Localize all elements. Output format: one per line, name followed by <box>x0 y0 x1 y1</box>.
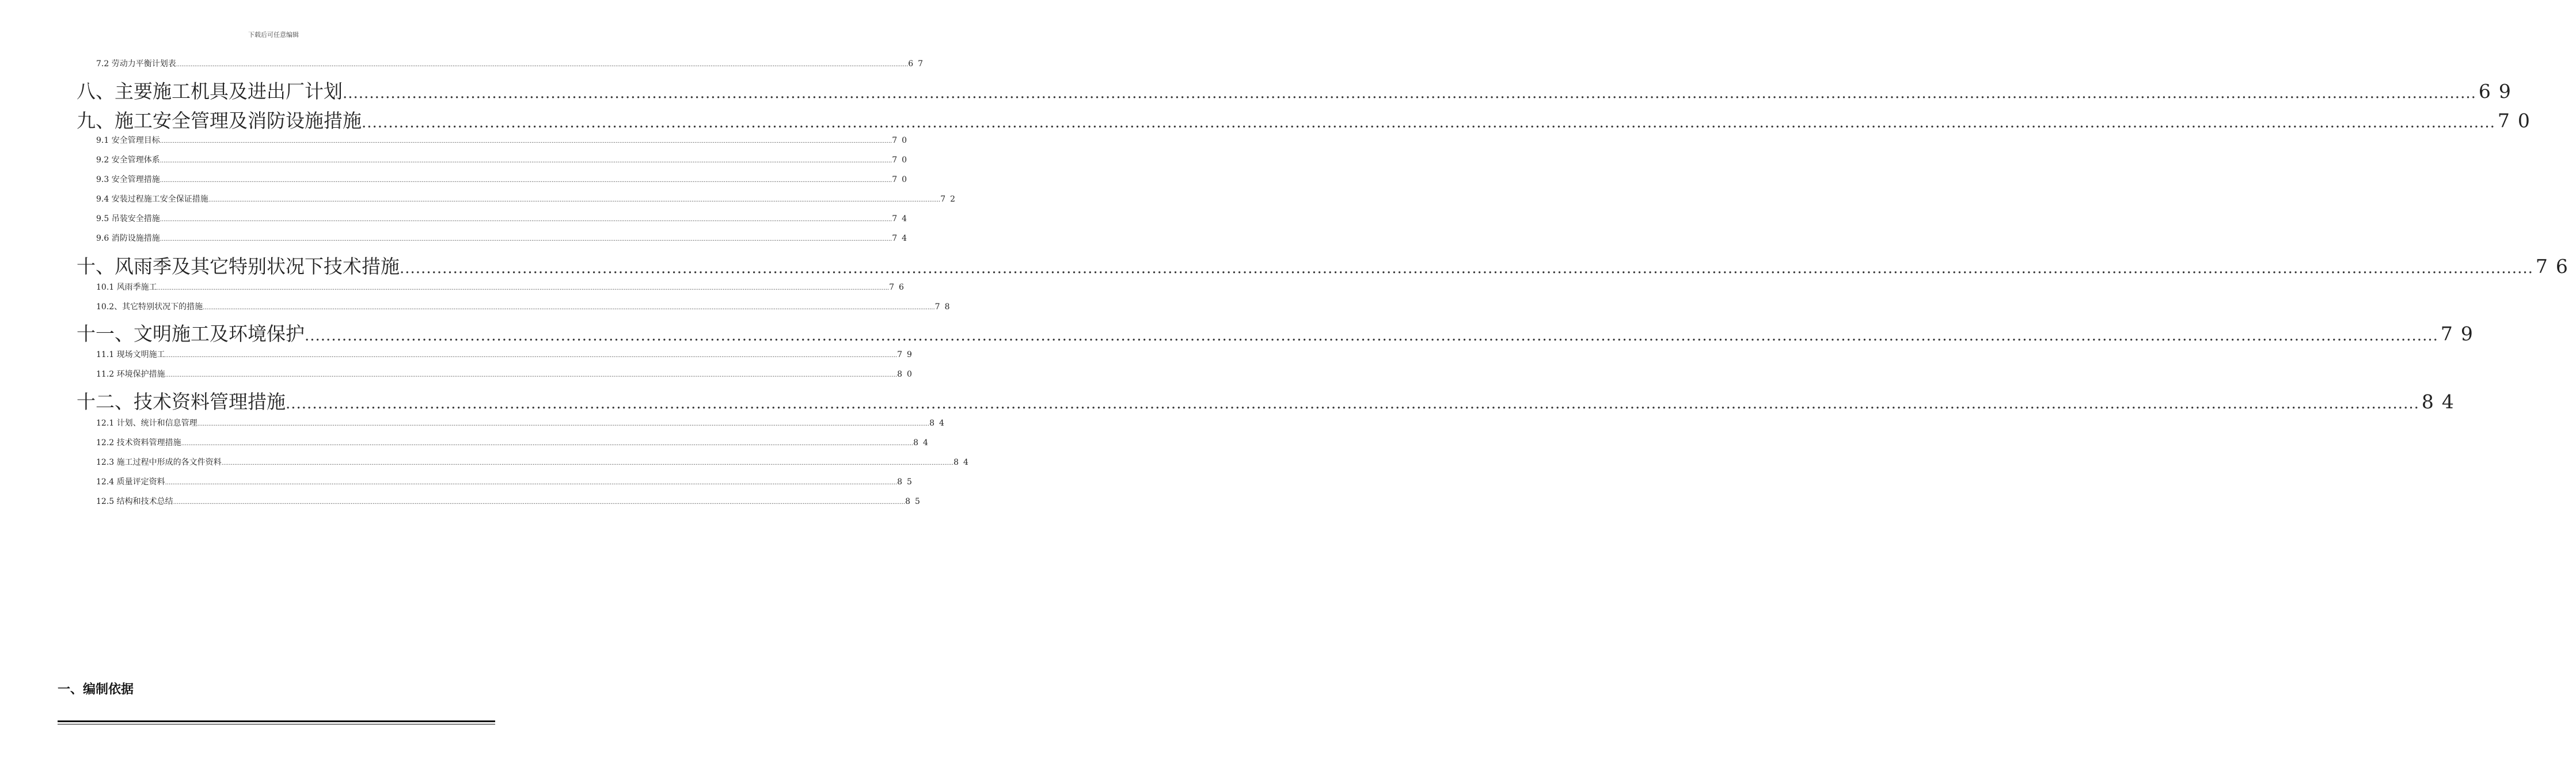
toc-section-entry[interactable] <box>96 58 928 70</box>
toc-leader-dots: ................................................................................................................................................................................................................................................................................................................................................................................................................ <box>173 499 906 506</box>
toc-entry-label: 9.6 消防设施措施 <box>96 234 160 243</box>
toc-page-number: 70 <box>2497 109 2538 132</box>
toc-chapter-entry[interactable] <box>77 79 2519 104</box>
toc-section-entry[interactable] <box>96 496 925 507</box>
toc-leader-dots: ................................................................................................................................................................................................................................................................................................................................................................................................................ <box>343 85 2476 102</box>
toc-section-entry[interactable] <box>96 213 912 225</box>
toc-page-number: 79 <box>897 350 917 359</box>
toc-page-number: 84 <box>929 419 949 428</box>
toc-section-entry[interactable] <box>96 174 912 185</box>
toc-leader-dots: ................................................................................................................................................................................................................................................................................................................................................................................................................ <box>286 395 2419 412</box>
toc-entry-label: 十、风雨季及其它特别状况下技术措施 <box>77 255 400 278</box>
toc-entry-label: 11.1 现场文明施工 <box>96 350 165 359</box>
toc-chapter-entry[interactable] <box>77 321 2481 347</box>
toc-leader-dots: ................................................................................................................................................................................................................................................................................................................................................................................................................ <box>159 217 892 223</box>
toc-leader-dots: ................................................................................................................................................................................................................................................................................................................................................................................................................ <box>159 138 892 145</box>
toc-section-entry[interactable] <box>96 457 973 468</box>
toc-leader-dots: ................................................................................................................................................................................................................................................................................................................................................................................................................ <box>165 352 898 359</box>
toc-leader-dots: ................................................................................................................................................................................................................................................................................................................................................................................................................ <box>203 305 935 311</box>
toc-entry-label: 10.1 风雨季施工 <box>96 283 157 292</box>
toc-leader-dots: ................................................................................................................................................................................................................................................................................................................................................................................................................ <box>165 480 898 486</box>
toc-entry-label: 十二、技术资料管理措施 <box>77 390 286 413</box>
toc-entry-label: 7.2 劳动力平衡计划表 <box>96 59 176 69</box>
toc-leader-dots: ................................................................................................................................................................................................................................................................................................................................................................................................................ <box>197 421 930 427</box>
toc-entry-label: 十一、文明施工及环境保护 <box>77 322 305 345</box>
toc-leader-dots: ................................................................................................................................................................................................................................................................................................................................................................................................................ <box>400 260 2533 277</box>
toc-entry-label: 九、施工安全管理及消防设施措施 <box>77 109 362 132</box>
toc-section-entry[interactable] <box>96 437 933 449</box>
toc-entry-label: 9.1 安全管理目标 <box>96 136 160 145</box>
toc-entry-label: 9.2 安全管理体系 <box>96 155 160 165</box>
toc-leader-dots: ................................................................................................................................................................................................................................................................................................................................................................................................................ <box>159 177 892 184</box>
toc-page-number: 76 <box>2535 255 2576 278</box>
toc-chapter-entry[interactable] <box>77 389 2462 415</box>
toc-leader-dots: ................................................................................................................................................................................................................................................................................................................................................................................................................ <box>176 62 909 68</box>
toc-leader-dots: ................................................................................................................................................................................................................................................................................................................................................................................................................ <box>305 327 2438 344</box>
toc-page-number: 74 <box>892 234 912 243</box>
toc-page-number: 78 <box>934 302 955 312</box>
page-header: 下载后可任意编辑 <box>248 31 299 39</box>
toc-page-number: 85 <box>897 477 917 487</box>
toc-page-number: 80 <box>897 370 917 379</box>
toc-chapter-entry[interactable] <box>77 254 2576 279</box>
toc-section-entry[interactable] <box>96 233 912 244</box>
toc-section-entry[interactable] <box>96 193 960 205</box>
toc-page-number: 74 <box>892 214 912 223</box>
toc-section-entry[interactable] <box>96 349 917 361</box>
toc-entry-label: 9.4 安装过程施工安全保证措施 <box>96 195 208 204</box>
toc-page-number: 84 <box>2421 390 2462 413</box>
toc-page-number: 70 <box>892 136 912 145</box>
toc-leader-dots: ................................................................................................................................................................................................................................................................................................................................................................................................................ <box>159 236 892 242</box>
toc-section-entry[interactable] <box>96 135 912 146</box>
toc-section-entry[interactable] <box>96 301 955 313</box>
toc-entry-label: 12.3 施工过程中形成的各文件资料 <box>96 458 222 467</box>
toc-leader-dots: ................................................................................................................................................................................................................................................................................................................................................................................................................ <box>221 460 954 466</box>
toc-page-number: 79 <box>2440 322 2481 345</box>
toc-leader-dots: ................................................................................................................................................................................................................................................................................................................................................................................................................ <box>362 114 2495 131</box>
toc-page-number: 69 <box>2478 80 2519 103</box>
section-heading: 一、编制依据 <box>58 682 134 697</box>
toc-page-number: 72 <box>940 195 960 204</box>
toc-entry-label: 10.2、其它特别状况下的措施 <box>96 302 203 312</box>
toc-entry-label: 八、主要施工机具及进出厂计划 <box>77 80 343 103</box>
toc-page-number: 85 <box>905 497 925 506</box>
toc-entry-label: 9.5 吊装安全措施 <box>96 214 160 223</box>
toc-leader-dots: ................................................................................................................................................................................................................................................................................................................................................................................................................ <box>159 158 892 164</box>
toc-leader-dots: ................................................................................................................................................................................................................................................................................................................................................................................................................ <box>157 285 890 291</box>
toc-entry-label: 12.2 技术资料管理措施 <box>96 438 181 447</box>
toc-page-number: 70 <box>892 155 912 165</box>
toc-entry-label: 11.2 环境保护措施 <box>96 370 165 379</box>
toc-section-entry[interactable] <box>96 154 912 166</box>
toc-page-number: 84 <box>913 438 933 447</box>
toc-section-entry[interactable] <box>96 282 909 293</box>
toc-page-number: 76 <box>889 283 909 292</box>
toc-entry-label: 9.3 安全管理措施 <box>96 175 160 184</box>
toc-section-entry[interactable] <box>96 369 917 380</box>
toc-entry-label: 12.1 计划、统计和信息管理 <box>96 419 197 428</box>
double-rule-thick <box>58 720 495 722</box>
toc-page-number: 67 <box>908 59 928 69</box>
toc-page-number: 84 <box>953 458 973 467</box>
toc-entry-label: 12.5 结构和技术总结 <box>96 497 173 506</box>
toc-chapter-entry[interactable] <box>77 108 2538 134</box>
toc-leader-dots: ................................................................................................................................................................................................................................................................................................................................................................................................................ <box>181 441 914 447</box>
toc-leader-dots: ................................................................................................................................................................................................................................................................................................................................................................................................................ <box>165 372 898 378</box>
toc-section-entry[interactable] <box>96 418 949 429</box>
toc-leader-dots: ................................................................................................................................................................................................................................................................................................................................................................................................................ <box>208 197 941 203</box>
toc-entry-label: 12.4 质量评定资料 <box>96 477 165 487</box>
toc-page-number: 70 <box>892 175 912 184</box>
toc-section-entry[interactable] <box>96 476 917 488</box>
